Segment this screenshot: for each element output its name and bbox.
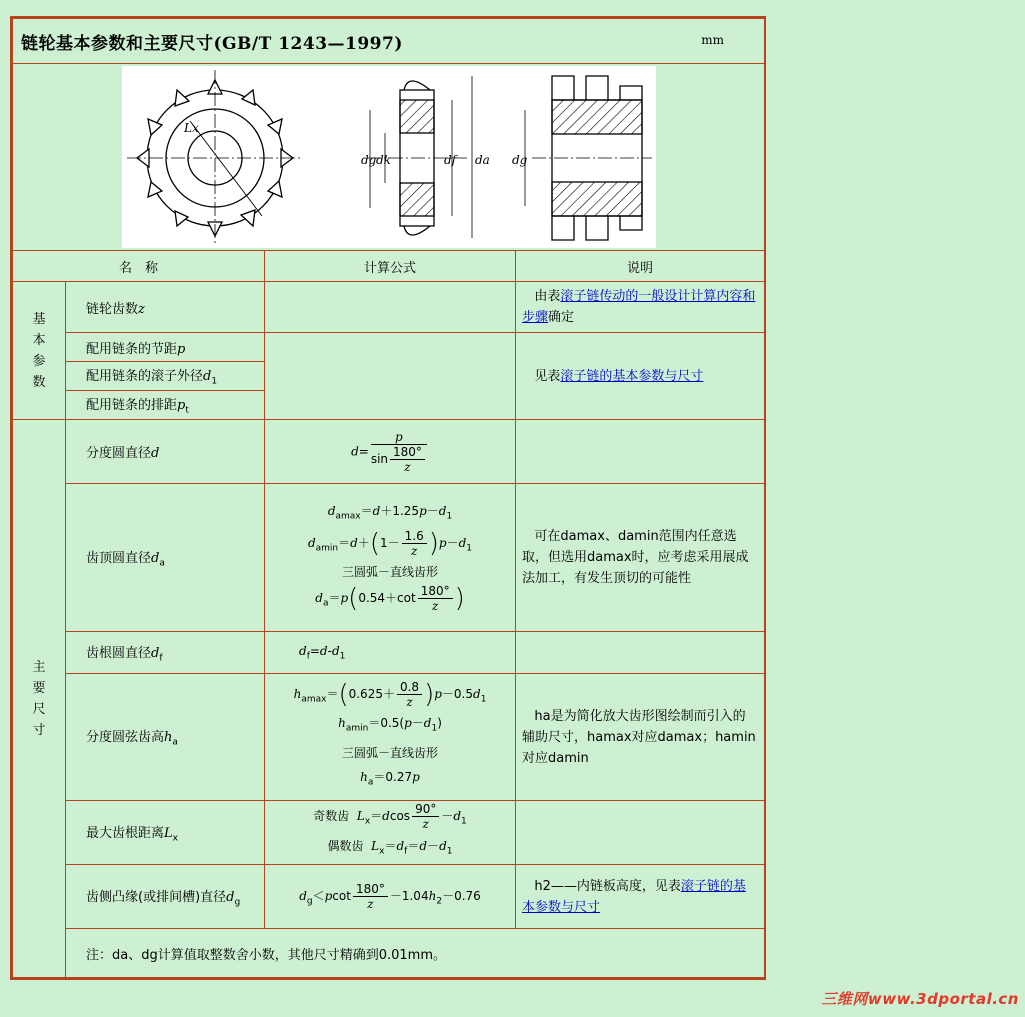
parameter-table-panel	[10, 16, 766, 980]
row-name-root-dist: 最大齿根距离$L_x$	[66, 801, 265, 865]
row-name-chord-h: 分度圆弦齿高$h_a$	[66, 674, 265, 801]
upper-hatch-right	[552, 100, 642, 134]
site-watermark: 三维网www.3dportal.cn	[821, 990, 1019, 1008]
table-row	[13, 865, 765, 929]
table-row	[13, 333, 765, 362]
note-chain-params: 见表滚子链的基本参数与尺寸	[516, 333, 765, 420]
table-row	[13, 801, 765, 865]
lower-hatch-right	[552, 182, 642, 216]
unit-label: mm	[701, 32, 725, 47]
formula-tip-dia: $d_{amax}=d+1.25p-d_1$ $d_{amin}=d+(1-$ $\frac{1.6}{z}$ )$p-d_1$ 三圆弧－直线齿形 $d_a=p(0.54+\cot$ $\frac{180^\circ}{z}$ )	[265, 484, 516, 632]
lower-hatch	[400, 183, 434, 216]
row-name-roller: 配用链条的滚子外径$d_1$	[66, 362, 265, 391]
note-teeth: 由表滚子链传动的一般设计计算内容和步骤确定	[516, 282, 765, 333]
link-chain-design-steps[interactable]: 滚子链传动的一般设计计算内容和步骤	[522, 289, 756, 325]
row-name-row-pitch: 配用链条的排距$p_t$	[66, 391, 265, 420]
row-name-root-dia: 齿根圆直径$d_f$	[66, 632, 265, 674]
column-header-formula: 计算公式	[265, 251, 516, 282]
formula-chord-h: $h_{amax}=(0.625+$ $\frac{0.8}{z}$ )$p-0.5d_1$ $h_{amin}=0.5(p-d_1)$ 三圆弧－直线齿形 $h_a=0.27p$	[265, 674, 516, 801]
sprocket-drawing	[122, 66, 656, 248]
group-basic-params: 基 本 参 数	[13, 282, 66, 420]
formula-pitch-dia: d= p sin $\frac{180^\circ}{z}$	[265, 420, 516, 484]
note-hub-dia: h2——内链板高度，见表滚子链的基本参数与尺寸	[516, 865, 765, 929]
table-row	[13, 674, 765, 801]
note-tip-dia: 可在damax、damin范围内任意选取，但选用damax时，应考虑采用展成法加工，有发生顶切的可能性	[516, 484, 765, 632]
link-chain-params-2[interactable]: 滚子链的基本参数与尺寸	[522, 878, 746, 915]
figure-label-dg-right: dg	[511, 153, 527, 167]
note-cell	[516, 632, 765, 674]
table-row	[13, 632, 765, 674]
table-row	[13, 282, 765, 333]
note-cell	[516, 420, 765, 484]
sprocket-parameter-table	[12, 18, 765, 978]
title-cell	[13, 19, 765, 64]
note-cell	[516, 801, 765, 865]
figure-label-dg: dg	[360, 153, 376, 167]
row-name-tip-dia: 齿顶圆直径$d_a$	[66, 484, 265, 632]
figure-label-dk: dk	[375, 153, 391, 167]
figure-cell	[13, 64, 765, 251]
column-header-row	[13, 251, 765, 282]
column-header-note: 说明	[516, 251, 765, 282]
table-row	[13, 484, 765, 632]
footer-note: 注：da、dg计算值取整数舍小数，其他尺寸精确到0.01mm。	[66, 929, 765, 978]
figure-label-df: df	[443, 153, 456, 167]
formula-cell	[265, 333, 516, 420]
group-main-dims: 主 要 尺 寸	[13, 420, 66, 978]
page-title: 链轮基本参数和主要尺寸(GB/T 1243—1997)	[21, 33, 403, 54]
note-chord-h: ha是为简化放大齿形图绘制而引入的辅助尺寸，hamax对应damax；hamin对应damin	[516, 674, 765, 801]
link-chain-params[interactable]: 滚子链的基本参数与尺寸	[560, 368, 704, 384]
row-name-hub-dia: 齿侧凸缘(或排间槽)直径$d_g$	[66, 865, 265, 929]
formula-root-dist: 奇数齿 $L_x=dcos$ $\frac{90^\circ}{z}$ $-d_1$ 偶数齿 $L_x=d_f=d-d_1$	[265, 801, 516, 865]
figure-label-da: da	[474, 153, 490, 167]
column-header-name: 名 称	[13, 251, 265, 282]
figure-label-lx: Lx	[183, 121, 199, 135]
footer-row	[13, 929, 765, 978]
formula-hub-dia: $d_g<pcot$ $\frac{180^\circ}{z}$ $-1.04h_2-0.76$	[265, 865, 516, 929]
formula-cell	[265, 282, 516, 333]
table-row	[13, 420, 765, 484]
formula-root-dia: $d_f=d-d_1$	[265, 632, 516, 674]
lx-dimension-line	[190, 121, 262, 216]
row-name-teeth: 链轮齿数z	[66, 282, 265, 333]
row-name-pitch-dia: 分度圆直径d	[66, 420, 265, 484]
row-name-pitch: 配用链条的节距p	[66, 333, 265, 362]
upper-hatch	[400, 100, 434, 133]
